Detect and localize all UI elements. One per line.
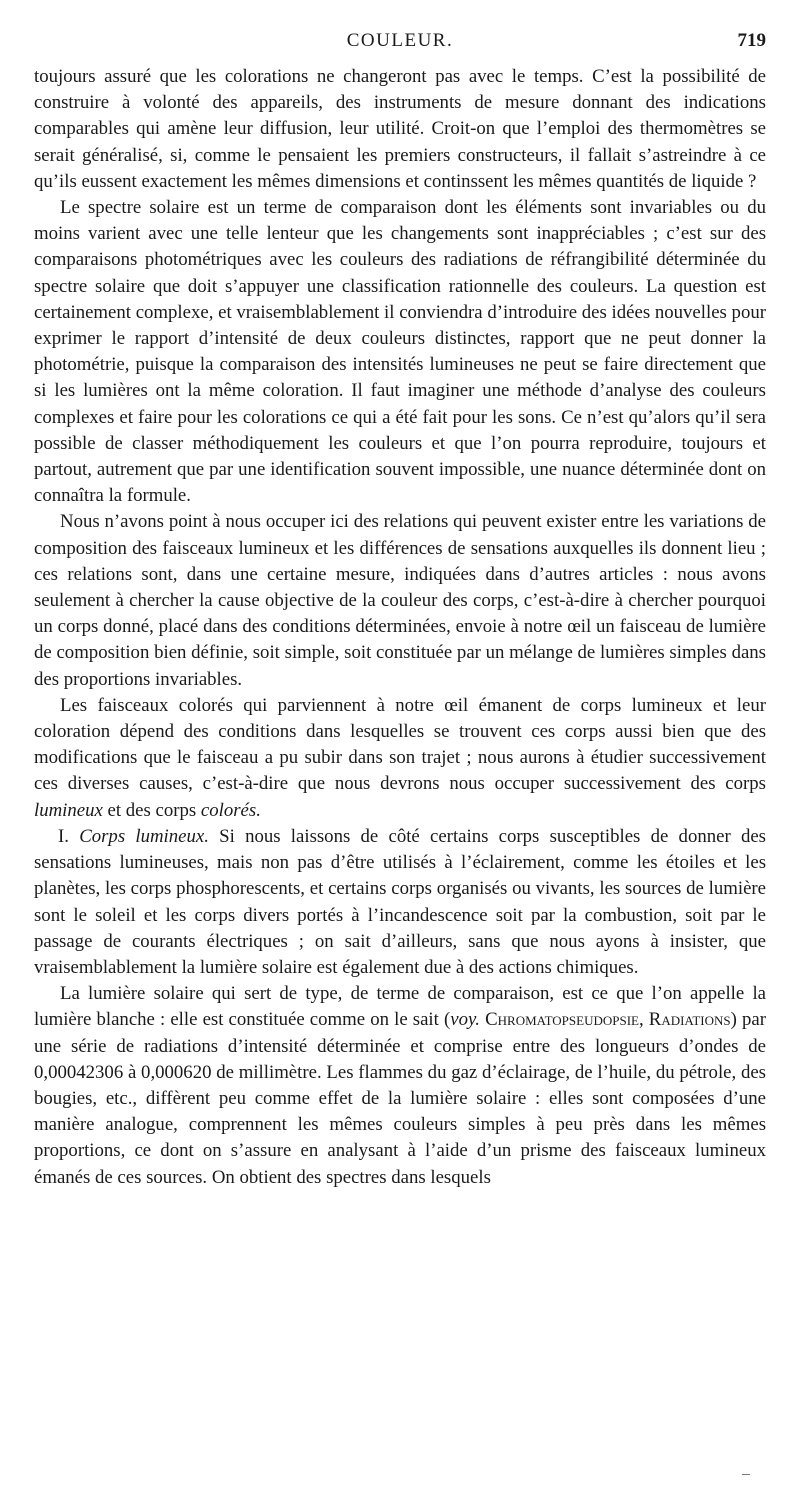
reference-voy: voy. — [450, 1009, 480, 1031]
running-title: COULEUR. — [346, 30, 454, 51]
paragraph-text: ) par une série de radiations d’intensité déterminée et comprise entre des longueurs d’ondes de 0,00042306 à 0,000620 de millimètre. Les flammes du gaz d’éclairage, de l’huile, du pétrole, des bougies, etc., diffèrent peu comme effet de la lumière solaire : elles sont composées d’une manière analogue, comprennent les mêmes couleurs simples à peu près dans les mêmes proportions, ce dont on s’assure en analysant à l’aide d’un prisme des faisceaux lumineux émanés de ces sources. On obtient des spectres dans lesquels — [34, 1009, 767, 1188]
paragraph-text: Si nous laissons de côté certains corps susceptibles de donner des sensations lumineuses, mais non pas d’être utilisés à l’éclairement, comme les étoiles et les planètes, les corps phosphorescents, et certains corps organisés ou vivants, les sources de lumière sont le soleil et les corps divers portés à l’incandescence soit par la combustion, soit par le passage de courants électriques ; on sait d’ailleurs, sans que nous ayons à insister, que vraisemblablement la lumière solaire est également due à des actions chimiques. — [34, 825, 766, 978]
paragraph-text: Les faisceaux colorés qui parviennent à notre œil émanent de corps lumineux et leur coloration dépend des conditions dans lesquelles se trouvent ces corps aussi bien que des modifications que le faisceau a pu subir dans son trajet ; nous aurons à étudier successivement ces diverses causes, c’est-à-dire que nous devrons nous occuper successivement des corps — [34, 694, 766, 795]
emphasis-lumineux: lumineux — [34, 799, 103, 821]
paragraph-colored-beams — [34, 693, 766, 824]
section-title: Corps lumineux. — [79, 825, 209, 847]
cross-reference: Chromatopseudopsie, Radiations — [479, 1009, 731, 1031]
paragraph-relations: Nous n’avons point à nous occuper ici des relations qui peuvent exister entre les variations de composition des faisceaux lumineux et les différences de sensations auxquelles ils donnent lieu ; ces relations sont, dans une certaine mesure, indiquées dans d’autres articles : nous avons seulement à chercher la cause objective de la couleur des corps, c’est-à-dire à chercher pourquoi un corps donné, placé dans des conditions déterminées, envoie à notre œil un faisceau de lumière de composition bien définie, soit simple, soit constituée par un mélange de lumières simples dans des proportions invariables. — [34, 511, 766, 690]
paragraph-solar-spectrum: Le spectre solaire est un terme de comparaison dont les éléments sont invariables ou du moins varient avec une telle lenteur que les changements sont inappréciables ; c’est sur des comparaisons photométriques avec les couleurs des radiations de réfrangibilité déterminée du spectre solaire que doit s’appuyer une classification rationnelle des couleurs. La question est certainement complexe, et vraisemblablement il conviendra d’introduire des idées nouvelles pour exprimer le rapport d’intensité de deux couleurs distinctes, rapport que ne peut donner la photométrie, puisque la comparaison des intensités lumineuses ne peut se faire directement que si les lumières ont la même coloration. Il faut imaginer une méthode d’analyse des couleurs complexes et faire pour les colorations ce qui a été fait pour les sons. Ce n’est qu’alors qu’il sera possible de classer méthodiquement les couleurs et que l’on pourra reproduire, toujours et partout, autrement que par une identification souvent impossible, une nuance déterminée dont on connaîtra la formule. — [34, 197, 766, 507]
paragraph-continued: toujours assuré que les colorations ne changeront pas avec le temps. C’est la possibilité de construire à volonté des appareils, des instruments de mesure donnant des indications comparables qui amène leur diffusion, leur utilité. Croit-on que l’emploi des thermomètres se serait généralisé, si, comme le pensaient les premiers constructeurs, il fallait s’astreindre à ce qu’ils eussent exactement les mêmes dimensions et continssent les mêmes quantités de liquide ? — [34, 66, 766, 192]
section-number: I. — [58, 825, 80, 847]
text-body — [34, 64, 766, 1191]
emphasis-colores: colorés. — [200, 799, 261, 821]
section-corps-lumineux — [34, 824, 766, 981]
page-number: 719 — [737, 30, 766, 51]
running-head — [34, 30, 766, 60]
paragraph-text: et des corps — [102, 799, 201, 821]
paragraph-text: La lumière solaire qui sert de type, de terme de comparaison, est ce que l’on appelle la lumière blanche : elle est constituée comme on le sait ( — [34, 983, 766, 1031]
margin-mark — [742, 1474, 750, 1475]
paragraph-solar-light — [34, 981, 766, 1191]
